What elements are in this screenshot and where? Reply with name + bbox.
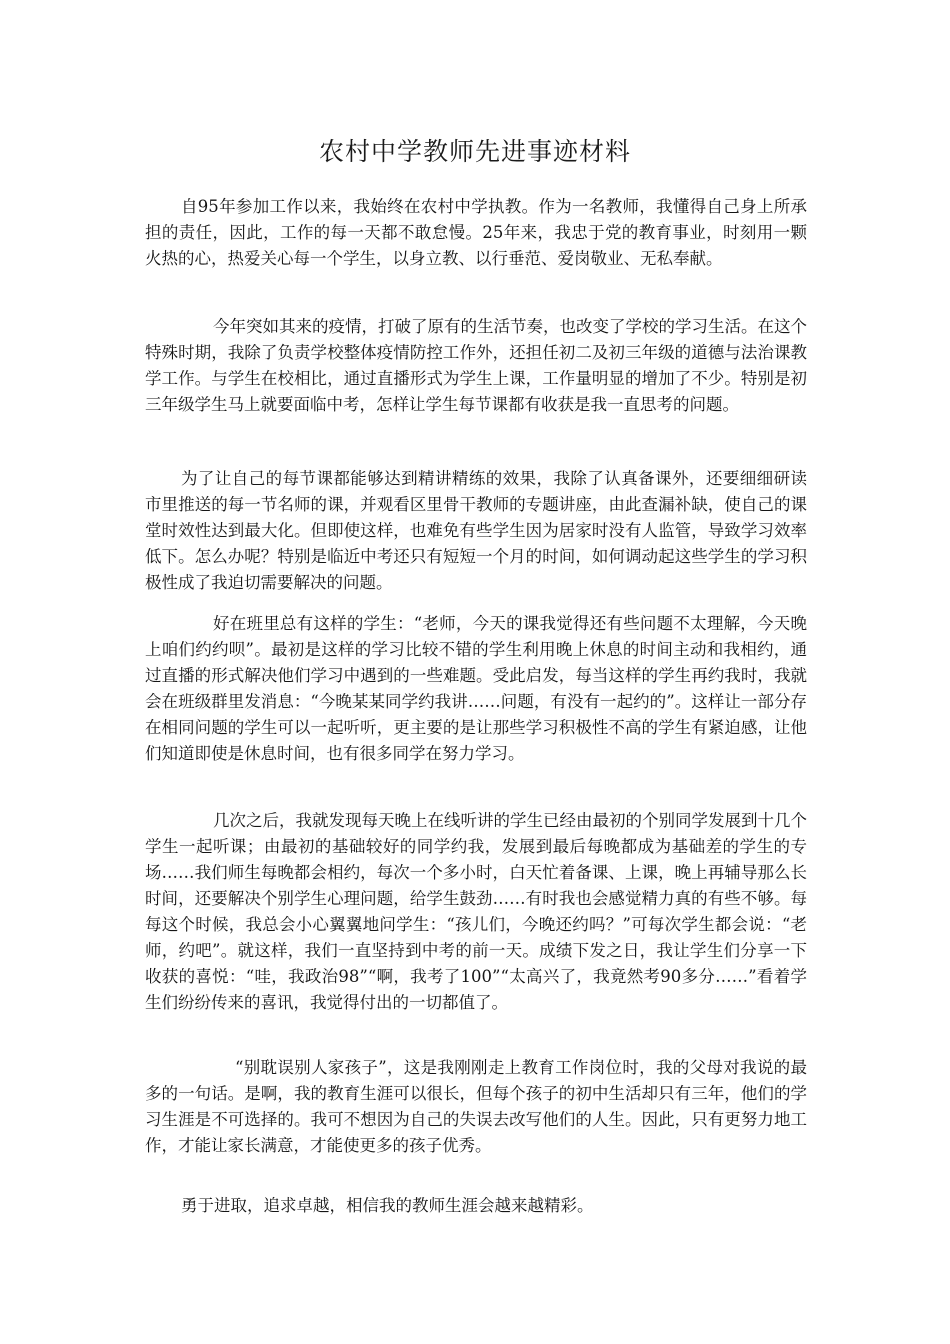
paragraph-evening-sessions: 好在班里总有这样的学生：“老师，今天的课我觉得还有些问题不太理解，今天晚上咱们约约呗”。最初是这样的学习比较不错的学生利用晚上休息的时间主动和我相约，通过直播的形式解决他们学习中遇到的一些难题。受此启发，每当这样的学生再约我时，我就会在班级群里发消息：“今晚某某同学约我讲……问题，有没有一起约的”。这样让一部分存在相同问题的学生可以一起听听，更主要的是让那些学习积极性不高的学生有紧迫感，让他们知道即使是休息时间，也有很多同学在努力学习。 (145, 614, 807, 763)
document-title: 农村中学教师先进事迹材料 (318, 137, 631, 166)
paragraph-closing: 勇于进取，追求卓越，相信我的教师生涯会越来越精彩。 (181, 1196, 594, 1215)
paragraph-intro: 自95年参加工作以来，我始终在农村中学执教。作为一名教师，我懂得自己身上所承担的责任，因此，工作的每一天都不敢怠慢。25年来，我忠于党的教育事业，时刻用一颗火热的心，热爱关心每一个学生，以身立教、以行垂范、爱岗敬业、无私奉献。 (145, 197, 807, 268)
paragraph-growth: 几次之后，我就发现每天晚上在线听讲的学生已经由最初的个别同学发展到十几个学生一起听课；由最初的基础较好的同学约我，发展到最后每晚都成为基础差的学生的专场……我们师生每晚都会相约，每次一个多小时，白天忙着备课、上课，晚上再辅导那么长时间，还要解决个别学生心理问题，给学生鼓劲……有时我也会感觉精力真的有些不够。每每这个时候，我总会小心翼翼地问学生：“孩儿们，今晚还约吗？”可每次学生都会说：“老师，约吧”。就这样，我们一直坚持到中考的前一天。成绩下发之日，我让学生们分享一下收获的喜悦：“哇，我政治98”“啊，我考了100”“太高兴了，我竟然考90多分……”看着学生们纷纷传来的喜讯，我觉得付出的一切都值了。 (145, 811, 807, 1012)
paragraph-parents-advice: “别耽误别人家孩子”，这是我刚刚走上教育工作岗位时，我的父母对我说的最多的一句话。是啊，我的教育生涯可以很长，但每个孩子的初中生活却只有三年，他们的学习生涯是不可选择的。我可不想因为自己的失误去改写他们的人生。因此，只有更努力地工作，才能让家长满意，才能使更多的孩子优秀。 (145, 1058, 807, 1155)
paragraph-preparation: 为了让自己的每节课都能够达到精讲精练的效果，我除了认真备课外，还要细细研读市里推送的每一节名师的课，并观看区里骨干教师的专题讲座，由此查漏补缺，使自己的课堂时效性达到最大化。但即使这样，也难免有些学生因为居家时没有人监管，导致学习效率低下。怎么办呢？特别是临近中考还只有短短一个月的时间，如何调动起这些学生的学习积极性成了我迫切需要解决的问题。 (145, 469, 807, 592)
paragraph-pandemic: 今年突如其来的疫情，打破了原有的生活节奏，也改变了学校的学习生活。在这个特殊时期，我除了负责学校整体疫情防控工作外，还担任初二及初三年级的道德与法治课教学工作。与学生在校相比，通过直播形式为学生上课，工作量明显的增加了不少。特别是初三年级学生马上就要面临中考，怎样让学生每节课都有收获是我一直思考的问题。 (145, 317, 807, 414)
